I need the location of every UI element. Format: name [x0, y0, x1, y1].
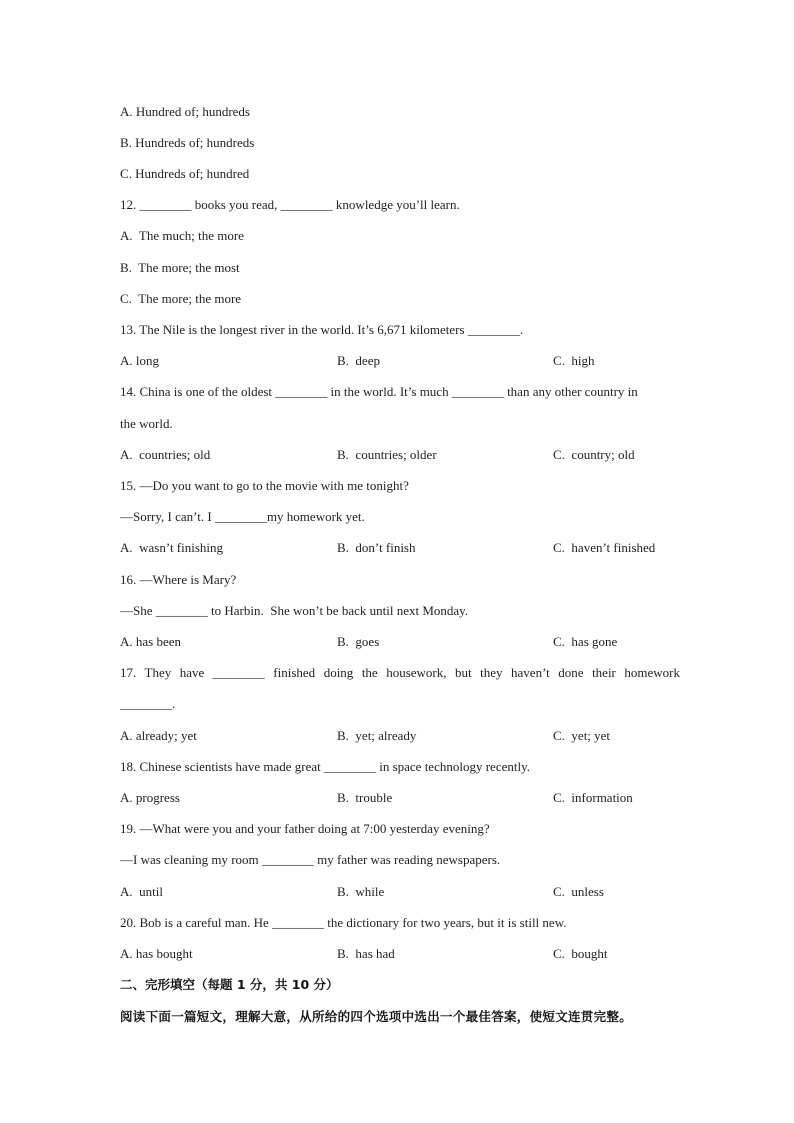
section-heading: 二、完形填空（每题 1 分，共 10 分）: [120, 977, 339, 992]
q15-option-b: B. don’t finish: [337, 540, 416, 555]
q15-option-a: A. wasn’t finishing: [120, 540, 224, 555]
q16-option-c: C. has gone: [553, 634, 618, 649]
q11-option-b: B. Hundreds of; hundreds: [120, 135, 255, 150]
q16-stem-line2: —She ________ to Harbin. She won’t be back until next Monday.: [120, 603, 469, 618]
q20-option-a: A. has bought: [120, 946, 193, 961]
q16-stem-line1: 16. —Where is Mary?: [120, 572, 237, 587]
q16-option-b: B. goes: [337, 634, 380, 649]
q17-stem-line1: 17. They have ________ finished doing the housework, but they haven’t done their homework: [120, 665, 680, 680]
q20-option-c: C. bought: [553, 946, 608, 961]
q19-option-c: C. unless: [553, 884, 604, 899]
q13-option-b: B. deep: [337, 353, 380, 368]
q14-stem-line1: 14. China is one of the oldest ________ in the world. It’s much ________ than any other country in: [120, 384, 638, 399]
q16-option-a: A. has been: [120, 634, 182, 649]
q19-stem-line1: 19. —What were you and your father doing at 7:00 yesterday evening?: [120, 821, 490, 836]
q13-stem: 13. The Nile is the longest river in the world. It’s 6,671 kilometers ________.: [120, 322, 524, 337]
q15-option-c: C. haven’t finished: [553, 540, 656, 555]
q12-option-a: A. The much; the more: [120, 228, 244, 243]
q20-stem: 20. Bob is a careful man. He ________ the dictionary for two years, but it is still new.: [120, 915, 567, 930]
q11-option-c: C. Hundreds of; hundred: [120, 166, 250, 181]
q14-option-c: C. country; old: [553, 447, 635, 462]
q12-option-c: C. The more; the more: [120, 291, 242, 306]
q14-option-a: A. countries; old: [120, 447, 211, 462]
q17-option-c: C. yet; yet: [553, 728, 611, 743]
q13-option-c: C. high: [553, 353, 595, 368]
q19-option-a: A. until: [120, 884, 163, 899]
q20-option-b: B. has had: [337, 946, 395, 961]
q19-option-b: B. while: [337, 884, 385, 899]
q18-option-a: A. progress: [120, 790, 180, 805]
q14-option-b: B. countries; older: [337, 447, 437, 462]
q14-stem-line2: the world.: [120, 416, 173, 431]
q17-option-a: A. already; yet: [120, 728, 197, 743]
q15-stem-line1: 15. —Do you want to go to the movie with me tonight?: [120, 478, 409, 493]
q15-stem-line2: —Sorry, I can’t. I ________my homework yet.: [120, 509, 365, 524]
q17-option-b: B. yet; already: [337, 728, 417, 743]
section-instruction: 阅读下面一篇短文，理解大意，从所给的四个选项中选出一个最佳答案，使短文连贯完整。: [120, 1009, 633, 1024]
q12-option-b: B. The more; the most: [120, 260, 240, 275]
q18-option-b: B. trouble: [337, 790, 393, 805]
q13-option-a: A. long: [120, 353, 159, 368]
q19-stem-line2: —I was cleaning my room ________ my father was reading newspapers.: [120, 852, 501, 867]
q18-stem: 18. Chinese scientists have made great ________ in space technology recently.: [120, 759, 530, 774]
q11-option-a: A. Hundred of; hundreds: [120, 104, 250, 119]
q12-stem: 12. ________ books you read, ________ knowledge you’ll learn.: [120, 197, 460, 212]
q18-option-c: C. information: [553, 790, 633, 805]
q17-stem-line2: ________.: [120, 696, 176, 711]
